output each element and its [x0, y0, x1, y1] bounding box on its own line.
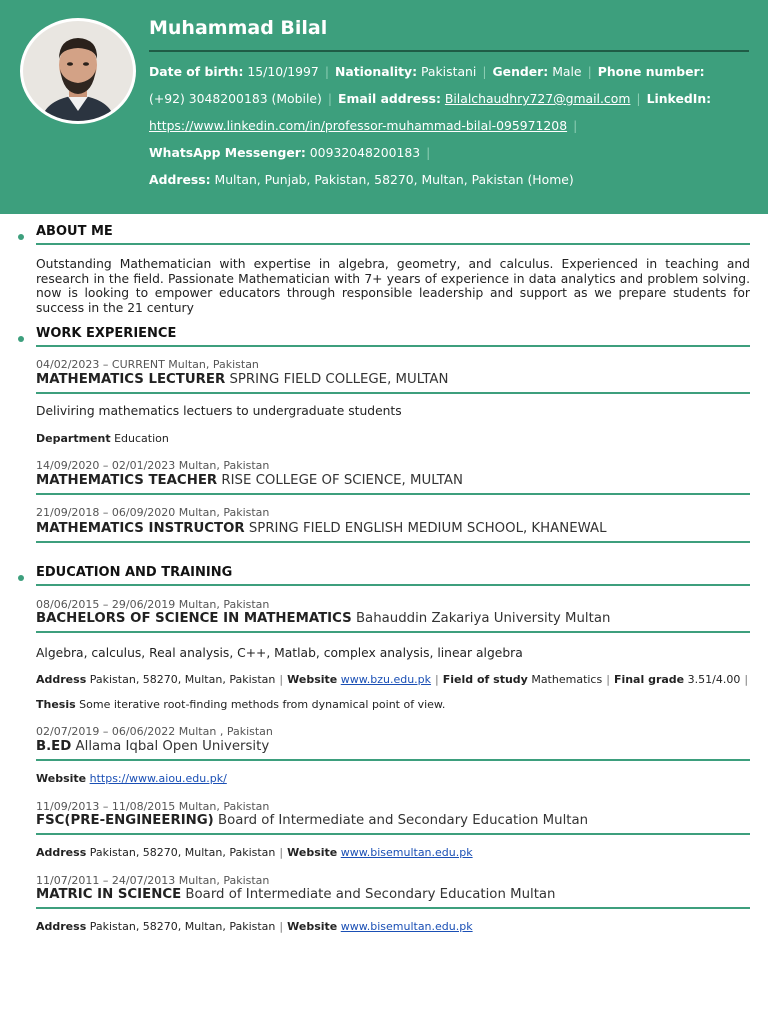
field-of-study-label: Field of study: [442, 673, 528, 686]
website-label: Website: [287, 846, 338, 859]
work-section-title: WORK EXPERIENCE: [36, 326, 177, 341]
website-label: Website: [287, 920, 338, 933]
separator: |: [426, 145, 431, 160]
personal-info-line-4: [149, 145, 436, 160]
job-role: MATHEMATICS LECTURER: [36, 372, 226, 387]
education-dates: 11/09/2013 – 11/08/2015 Multan, Pakistan: [36, 800, 270, 813]
education-details: [36, 673, 752, 686]
profile-photo: [20, 18, 136, 124]
address-label: Address:: [149, 172, 211, 187]
website-label: Website: [287, 673, 338, 686]
linkedin-link[interactable]: https://www.linkedin.com/in/professor-muhammad-bilal-095971208: [149, 118, 568, 133]
education-title: [36, 813, 588, 828]
personal-info-line-2: [149, 91, 711, 106]
thesis-label: Thesis: [36, 698, 76, 711]
website-link[interactable]: www.bzu.edu.pk: [340, 673, 432, 686]
email-label: Email address:: [338, 91, 441, 106]
separator: |: [606, 673, 610, 686]
final-grade-value: 3.51/4.00: [687, 673, 741, 686]
separator: |: [324, 64, 329, 79]
personal-info-line-1: [149, 64, 705, 79]
nationality-value: Pakistani: [421, 64, 477, 79]
education-title: [36, 887, 555, 902]
job-description: Deliviring mathematics lectuers to undergraduate students: [36, 404, 402, 418]
education-details: [36, 920, 473, 933]
email-link[interactable]: Bilalchaudhry727@gmail.com: [444, 91, 631, 106]
separator: |: [744, 673, 749, 686]
address-value: Pakistan, 58270, Multan, Pakistan: [89, 920, 276, 933]
section-bullet-icon: [18, 234, 24, 240]
dob-label: Date of birth:: [149, 64, 244, 79]
separator: |: [327, 91, 333, 106]
department-label: Department: [36, 432, 111, 445]
institution-name: Allama Iqbal Open University: [75, 739, 270, 754]
whatsapp-value: 00932048200183: [309, 145, 421, 160]
department-value: Education: [114, 432, 169, 445]
full-name: Muhammad Bilal: [149, 17, 328, 39]
section-divider: [36, 345, 750, 347]
institution-name: Bahauddin Zakariya University Multan: [355, 611, 611, 626]
education-title: [36, 611, 610, 626]
field-of-study-value: Mathematics: [531, 673, 603, 686]
separator: |: [435, 673, 439, 686]
degree-name: FSC(PRE-ENGINEERING): [36, 813, 214, 828]
profile-photo-image: [23, 21, 133, 121]
job-title: [36, 473, 463, 488]
education-divider: [36, 759, 750, 761]
job-role: MATHEMATICS TEACHER: [36, 473, 218, 488]
address-value: Pakistan, 58270, Multan, Pakistan: [89, 673, 276, 686]
personal-info-line-3: [149, 118, 583, 133]
degree-name: BACHELORS OF SCIENCE IN MATHEMATICS: [36, 611, 352, 626]
section-divider: [36, 584, 750, 586]
section-divider: [36, 243, 750, 245]
address-value: Multan, Punjab, Pakistan, 58270, Multan, Pakistan (Home): [214, 172, 574, 187]
dob-value: 15/10/1997: [247, 64, 319, 79]
separator: |: [482, 64, 487, 79]
separator: |: [573, 118, 578, 133]
personal-info-line-5: [149, 172, 574, 187]
about-text: Outstanding Mathematician with expertise in algebra, geometry, and calculus. Experienced in teaching and research in the field. Passionate Mathematician with 7+ years of experience in data analytics and problem solving. now is looking to empower educators through responsible leadership and support as we prepare students for success in the 21 century: [36, 257, 750, 315]
final-grade-label: Final grade: [613, 673, 685, 686]
education-dates: 11/07/2011 – 24/07/2013 Multan, Pakistan: [36, 874, 270, 887]
job-divider: [36, 541, 750, 543]
degree-name: MATRIC IN SCIENCE: [36, 887, 182, 902]
education-description: Algebra, calculus, Real analysis, C++, Matlab, complex analysis, linear algebra: [36, 646, 523, 660]
separator: |: [279, 846, 284, 859]
website-link[interactable]: https://www.aiou.edu.pk/: [89, 772, 227, 785]
address-label: Address: [36, 920, 87, 933]
nationality-label: Nationality:: [335, 64, 418, 79]
address-label: Address: [36, 673, 87, 686]
institution-name: Board of Intermediate and Secondary Education Multan: [185, 887, 556, 902]
education-divider: [36, 907, 750, 909]
education-dates: 08/06/2015 – 29/06/2019 Multan, Pakistan: [36, 598, 270, 611]
section-bullet-icon: [18, 575, 24, 581]
thesis-value: Some iterative root-finding methods from dynamical point of view.: [79, 698, 446, 711]
address-label: Address: [36, 846, 87, 859]
job-title: [36, 521, 607, 536]
job-divider: [36, 392, 750, 394]
website-link[interactable]: www.bisemultan.edu.pk: [340, 920, 473, 933]
job-title: [36, 372, 448, 387]
education-divider: [36, 833, 750, 835]
job-role: MATHEMATICS INSTRUCTOR: [36, 521, 245, 536]
education-details: [36, 846, 473, 859]
name-divider: [149, 50, 749, 52]
education-title: [36, 739, 269, 754]
whatsapp-label: WhatsApp Messenger:: [149, 145, 306, 160]
education-details: [36, 772, 227, 785]
separator: |: [279, 673, 284, 686]
job-employer: SPRING FIELD COLLEGE, MULTAN: [229, 372, 449, 387]
phone-label: Phone number:: [597, 64, 705, 79]
job-dates: 14/09/2020 – 02/01/2023 Multan, Pakistan: [36, 459, 270, 472]
job-employer: RISE COLLEGE OF SCIENCE, MULTAN: [221, 473, 463, 488]
website-label: Website: [36, 772, 87, 785]
education-divider: [36, 631, 750, 633]
job-divider: [36, 493, 750, 495]
phone-value: (+92) 3048200183 (Mobile): [149, 91, 322, 106]
profile-header: [0, 0, 768, 214]
degree-name: B.ED: [36, 739, 72, 754]
section-bullet-icon: [18, 336, 24, 342]
institution-name: Board of Intermediate and Secondary Education Multan: [218, 813, 589, 828]
website-link[interactable]: www.bisemultan.edu.pk: [340, 846, 473, 859]
linkedin-label: LinkedIn:: [646, 91, 712, 106]
address-value: Pakistan, 58270, Multan, Pakistan: [89, 846, 276, 859]
gender-value: Male: [552, 64, 582, 79]
gender-label: Gender:: [492, 64, 549, 79]
job-dates: 04/02/2023 – CURRENT Multan, Pakistan: [36, 358, 259, 371]
education-section-title: EDUCATION AND TRAINING: [36, 565, 233, 580]
education-thesis: [36, 698, 445, 711]
separator: |: [279, 920, 284, 933]
job-dates: 21/09/2018 – 06/09/2020 Multan, Pakistan: [36, 506, 270, 519]
separator: |: [636, 91, 641, 106]
job-employer: SPRING FIELD ENGLISH MEDIUM SCHOOL, KHANEWAL: [248, 521, 607, 536]
education-dates: 02/07/2019 – 06/06/2022 Multan , Pakistan: [36, 725, 273, 738]
job-department: [36, 432, 169, 445]
about-section-title: ABOUT ME: [36, 224, 113, 239]
separator: |: [587, 64, 592, 79]
